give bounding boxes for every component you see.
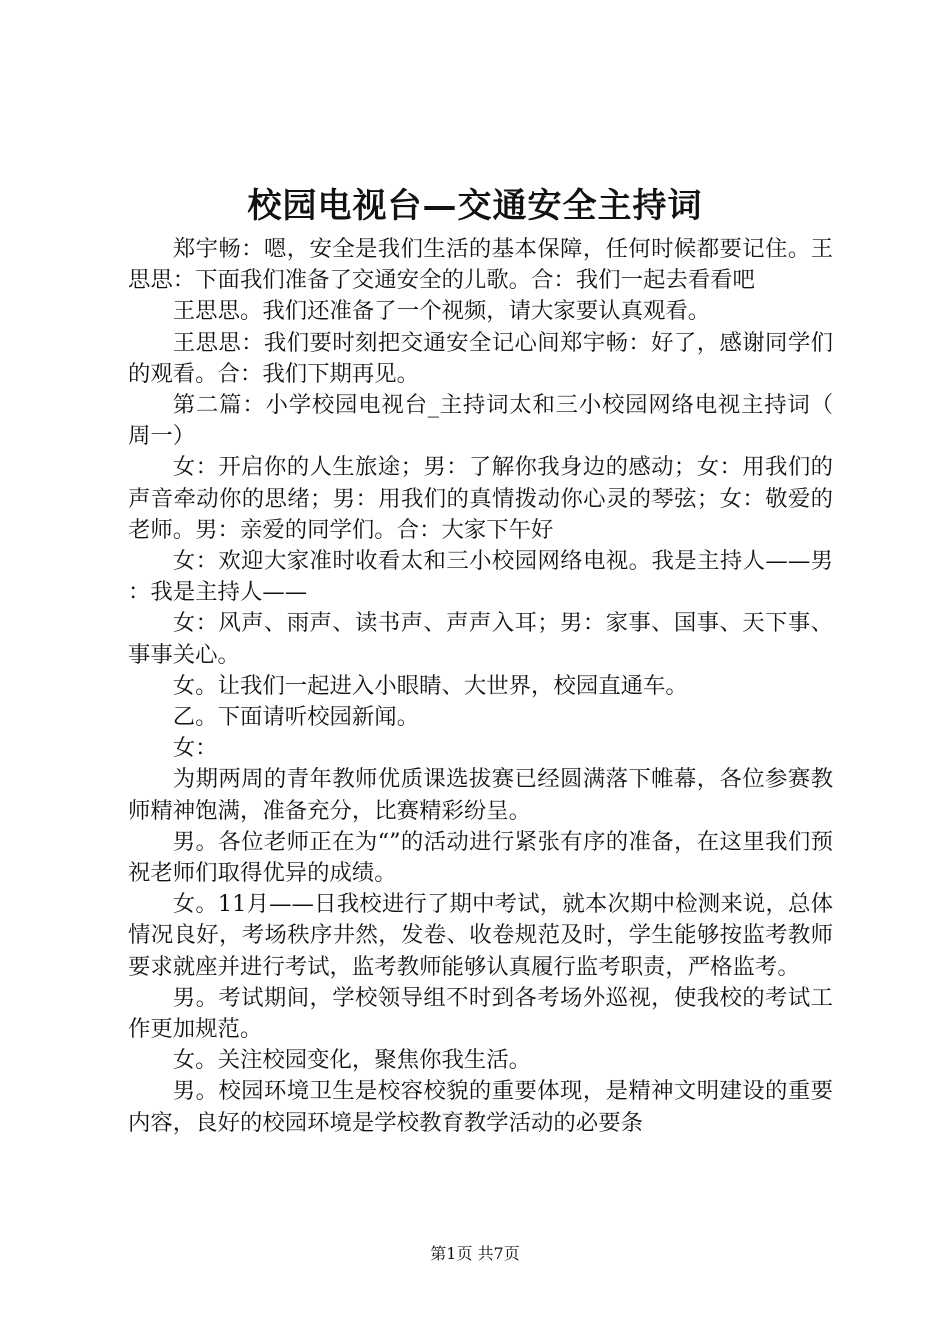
paragraph: 女： (172, 735, 218, 762)
paragraph: 女：风声、雨声、读书声、声声入耳；男：家事、国事、天下事、事事关心。 (128, 610, 833, 668)
paragraph: 为期两周的青年教师优质课选拔赛已经圆满落下帷幕，各位参赛教师精神饱满，准备充分，比赛精彩纷呈。 (128, 766, 833, 824)
paragraph: 女：开启你的人生旅途；男：了解你我身边的感动；女：用我们的声音牵动你的思绪；男：用我们的真情拨动你心灵的琴弦；女：敬爱的老师。男：亲爱的同学们。合：大家下午好 (128, 454, 833, 543)
paragraph: 男。考试期间，学校领导组不时到各考场外巡视，使我校的考试工作更加规范。 (128, 984, 833, 1043)
paragraph: 男。校园环境卫生是校容校貌的重要体现，是精神文明建设的重要内容，良好的校园环境是学校教育教学活动的必要条 (128, 1078, 833, 1136)
paragraph: 第二篇：小学校园电视台_主持词太和三小校园网络电视主持词（周一） (128, 392, 833, 450)
paragraph: 男。各位老师正在为“”的活动进行紧张有序的准备，在这里我们预祝老师们取得优异的成绩。 (128, 828, 833, 887)
paragraph: 女。11月——日我校进行了期中考试，就本次期中检测来说，总体情况良好，考场秩序井然，发卷、收卷规范及时，学生能够按监考教师要求就座并进行考试，监考教师能够认真履行监考职责，严格监考。 (128, 891, 833, 980)
paragraph: 王思思：我们要时刻把交通安全记心间郑宇畅：好了，感谢同学们的观看。合：我们下期再见。 (128, 329, 833, 387)
paragraph: 女。让我们一起进入小眼睛、大世界，校园直通车。 (172, 672, 688, 699)
document-body (128, 234, 833, 1139)
paragraph: 女：欢迎大家准时收看太和三小校园网络电视。我是主持人——男：我是主持人—— (128, 548, 833, 606)
paragraph: 王思思。我们还准备了一个视频，请大家要认真观看。 (172, 298, 711, 325)
paragraph: 乙。下面请听校园新闻。 (172, 704, 420, 731)
paragraph: 女。关注校园变化，聚焦你我生活。 (172, 1047, 532, 1074)
paragraph: 郑宇畅：嗯，安全是我们生活的基本保障，任何时候都要记住。王思思：下面我们准备了交通安全的儿歌。合：我们一起去看看吧 (128, 236, 833, 294)
document-title: 校园电视台—交通安全主持词 (247, 186, 703, 226)
page-number-footer: 第1页 共7页 (430, 1244, 520, 1263)
